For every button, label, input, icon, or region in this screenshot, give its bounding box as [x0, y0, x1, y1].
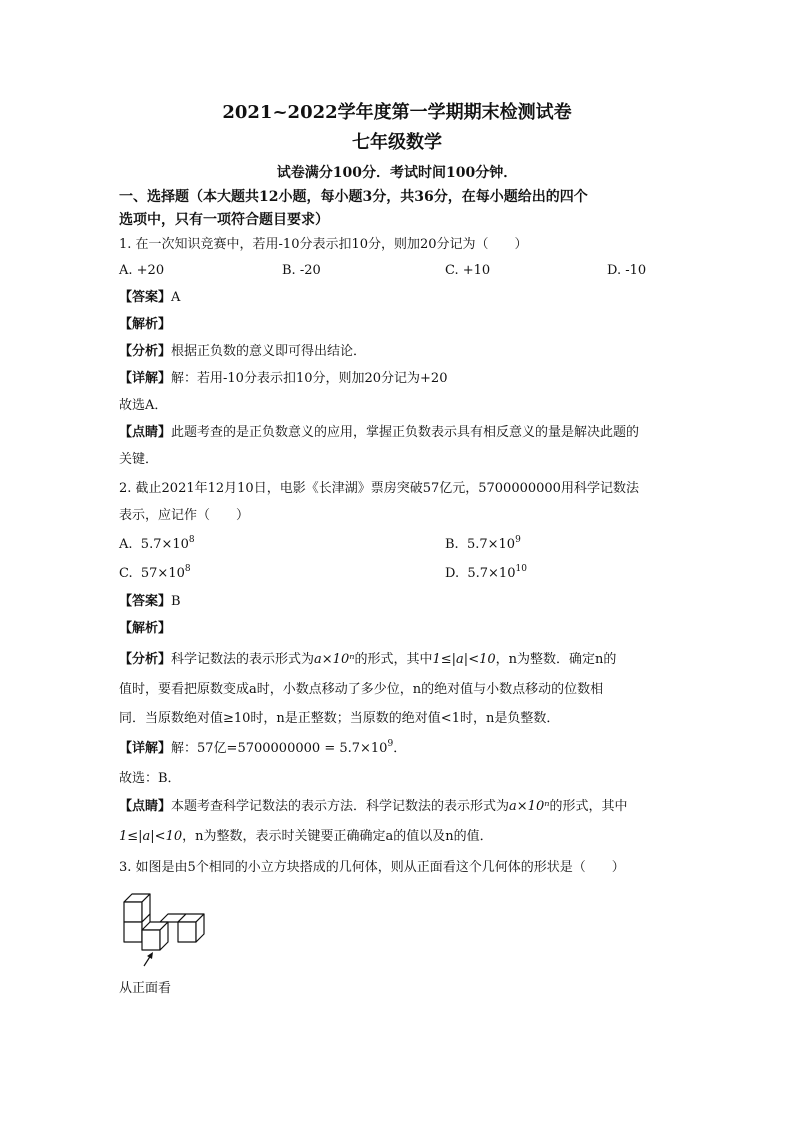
q2-option-a-label: A. — [119, 537, 133, 552]
q2-fenxi-range: 1≤|a|<10 — [432, 652, 496, 667]
q2-option-c-exp: 8 — [184, 564, 191, 574]
cube-front-face — [178, 922, 196, 942]
exam-subtitle: 七年级数学 — [352, 132, 442, 153]
q2-answer: B — [171, 594, 181, 609]
q2-xiangjie-p1: 解：57亿=5700000000 — [171, 741, 321, 756]
q2-option-c — [119, 565, 191, 583]
q2-fenxi-line3: 同．当原数绝对值≥10时，n是正整数；当原数的绝对值<1时，n是负整数． — [119, 711, 560, 726]
q1-stem: 1. 在一次知识竞赛中，若用-10分表示扣10分，则加20分记为（ ） — [119, 237, 528, 252]
q1-option-a: A. +20 — [119, 263, 165, 278]
q2-fenxi-p2: 的形式，其中 — [354, 652, 433, 667]
q1-answer: A — [171, 290, 181, 305]
q2-stem-line2: 表示，应记作（ ） — [119, 508, 250, 523]
q2-dianjing-formula: a×10ⁿ — [509, 799, 550, 814]
q1-dianjing-tag: 【点睛】 — [119, 425, 172, 440]
q2-option-d-label: D. — [445, 566, 460, 581]
q2-xiangjie-line — [119, 740, 406, 758]
q2-option-a-exp: 8 — [188, 535, 195, 545]
q1-analysis-tag: 【解析】 — [119, 317, 172, 332]
q2-fenxi-tag: 【分析】 — [119, 652, 172, 667]
q2-xiangjie-exp: 9 — [387, 739, 394, 749]
q1-dianjing-line1 — [119, 424, 639, 442]
q2-option-c-label: C. — [119, 566, 133, 581]
q2-stem-line1: 2. 截止2021年12月10日，电影《长津湖》票房突破57亿元，5700000000用科学记数法 — [119, 481, 639, 496]
q1-fenxi-tag: 【分析】 — [119, 344, 172, 359]
q2-xiangjie-tag: 【详解】 — [119, 741, 172, 756]
q3-cube-figure — [118, 884, 228, 974]
q2-option-a-base: 5.7×10 — [140, 537, 189, 552]
q2-fenxi-p1: 科学记数法的表示形式为 — [171, 652, 315, 667]
q1-option-b: B. -20 — [282, 263, 321, 278]
q2-option-b-base: 5.7×10 — [466, 537, 516, 552]
q2-analysis-tag: 【解析】 — [119, 621, 172, 636]
q1-answer-line — [119, 289, 180, 307]
q1-option-d: D. -10 — [607, 263, 647, 278]
q2-option-b-exp: 9 — [515, 535, 521, 545]
q1-fenxi: 根据正负数的意义即可得出结论． — [171, 344, 367, 359]
q2-option-a — [119, 536, 195, 554]
q1-answer-tag: 【答案】 — [119, 290, 172, 305]
q2-answer-tag: 【答案】 — [119, 594, 172, 609]
q2-dianjing-line2 — [119, 828, 493, 846]
q2-dianjing-p1: 本题考查科学记数法的表示方法．科学记数法的表示形式为 — [171, 799, 510, 814]
section-header-line2: 选项中，只有一项符合题目要求） — [119, 212, 329, 228]
q1-xiangjie-line — [119, 370, 447, 388]
q1-dianjing-text: 此题考查的是正负数意义的应用，掌握正负数表示具有相反意义的量是解决此题的 — [171, 425, 640, 440]
q2-dianjing-tag: 【点睛】 — [119, 799, 172, 814]
q2-option-c-base: 57×10 — [140, 566, 185, 581]
q2-fenxi-line1 — [119, 651, 616, 669]
q2-dianjing-line1 — [119, 798, 628, 816]
cube-front-face — [142, 930, 160, 950]
q2-option-d-exp: 10 — [515, 564, 527, 574]
q2-dianjing-p2: 的形式，其中 — [549, 799, 628, 814]
q2-option-d-base: 5.7×10 — [467, 566, 516, 581]
q2-dianjing-rest: ，n为整数，表示时关键要正确确定a的值以及n的值． — [182, 829, 493, 844]
q1-dianjing-line2: 关键． — [119, 452, 159, 467]
q2-fenxi-p3: ，n为整数．确定n的 — [495, 652, 617, 667]
section-header-line1: 一、选择题（本大题共12小题，每小题3分，共36分，在每小题给出的四个 — [119, 189, 588, 205]
q1-choose: 故选A． — [119, 398, 168, 413]
q2-xiangjie-p2: = 5.7×10 — [324, 741, 388, 756]
exam-title: 2021~2022学年度第一学期期末检测试卷 — [222, 102, 572, 123]
q2-fenxi-line2: 值时，要看把原数变成a时，小数点移动了多少位，n的绝对值与小数点移动的位数相 — [119, 682, 604, 697]
q2-option-d — [445, 565, 527, 583]
q1-fenxi-line — [119, 343, 366, 361]
cube-front-face — [124, 902, 142, 922]
q2-fenxi-formula: a×10ⁿ — [314, 652, 355, 667]
q3-figure-caption: 从正面看 — [119, 981, 172, 996]
exam-note: 试卷满分100分．考试时间100分钟． — [276, 165, 518, 181]
q2-option-b-label: B. — [445, 537, 459, 552]
q2-answer-line — [119, 593, 181, 611]
view-arrow-head — [147, 952, 153, 959]
q2-dianjing-range: 1≤|a|<10 — [119, 829, 183, 844]
q3-stem: 3. 如图是由5个相同的小立方块搭成的几何体，则从正面看这个几何体的形状是（ ） — [119, 860, 625, 875]
q1-xiangjie: 解：若用-10分表示扣10分，则加20分记为+20 — [171, 371, 448, 386]
q1-xiangjie-tag: 【详解】 — [119, 371, 172, 386]
q2-choose: 故选：B． — [119, 771, 181, 786]
cube-front-face — [124, 922, 142, 942]
q2-xiangjie-end: ． — [393, 741, 407, 756]
q1-option-c: C. +10 — [445, 263, 491, 278]
q2-option-b — [445, 536, 521, 554]
